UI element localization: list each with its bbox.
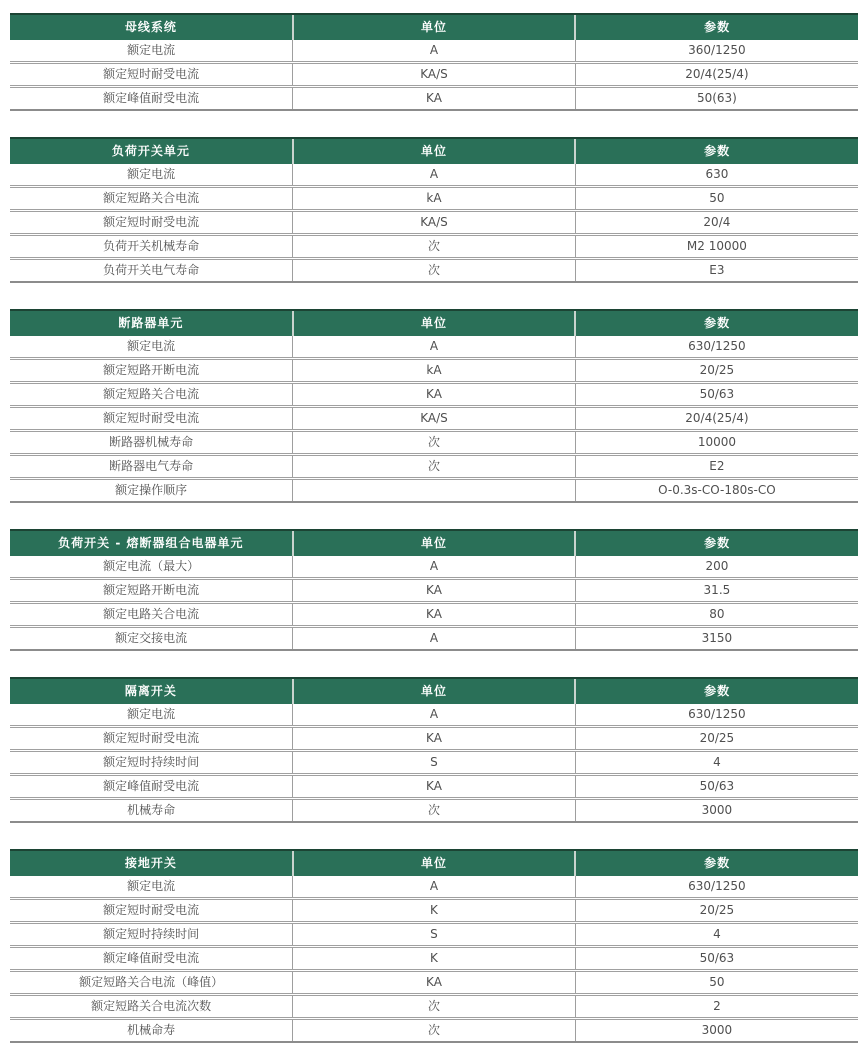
value-cell: 50 [575, 971, 858, 995]
spec-table [10, 13, 858, 111]
value-cell: 20/25 [575, 899, 858, 923]
table-row [10, 63, 858, 87]
table-row [10, 235, 858, 259]
value-cell: 50/63 [575, 947, 858, 971]
unit-cell: kA [293, 187, 576, 211]
unit-column-header: 单位 [293, 14, 576, 40]
table-row [10, 799, 858, 823]
param-name-cell: 额定电流 [10, 876, 293, 899]
unit-cell: KA [293, 383, 576, 407]
unit-cell: KA/S [293, 63, 576, 87]
unit-cell: A [293, 627, 576, 651]
unit-cell: 次 [293, 455, 576, 479]
unit-column-header: 单位 [293, 850, 576, 876]
unit-cell [293, 479, 576, 503]
param-name-cell: 机械寿命 [10, 799, 293, 823]
unit-cell: 次 [293, 235, 576, 259]
unit-cell: 次 [293, 995, 576, 1019]
table-row [10, 876, 858, 899]
value-cell: 50 [575, 187, 858, 211]
param-name-cell: 额定电流（最大） [10, 556, 293, 579]
table-title: 隔离开关 [10, 678, 293, 704]
param-name-cell: 额定电流 [10, 704, 293, 727]
param-column-header: 参数 [575, 310, 858, 336]
unit-cell: 次 [293, 431, 576, 455]
value-cell: 3000 [575, 1019, 858, 1043]
table-title: 负荷开关 - 熔断器组合电器单元 [10, 530, 293, 556]
table-row [10, 336, 858, 359]
table-row [10, 431, 858, 455]
unit-cell: K [293, 947, 576, 971]
table-title: 负荷开关单元 [10, 138, 293, 164]
table-row [10, 211, 858, 235]
value-cell: 630 [575, 164, 858, 187]
param-name-cell: 额定电流 [10, 164, 293, 187]
unit-cell: 次 [293, 1019, 576, 1043]
table-row [10, 40, 858, 63]
unit-column-header: 单位 [293, 530, 576, 556]
table-row [10, 455, 858, 479]
table-row [10, 87, 858, 111]
table-row [10, 259, 858, 283]
value-cell: 31.5 [575, 579, 858, 603]
param-name-cell: 额定短路关合电流 [10, 187, 293, 211]
table-row [10, 1019, 858, 1043]
spec-table [10, 529, 858, 651]
table-header-row [10, 14, 858, 40]
value-cell: 20/4 [575, 211, 858, 235]
param-name-cell: 额定短时持续时间 [10, 751, 293, 775]
value-cell: 20/4(25/4) [575, 63, 858, 87]
unit-cell: KA [293, 775, 576, 799]
param-name-cell: 额定短路关合电流次数 [10, 995, 293, 1019]
param-name-cell: 额定峰值耐受电流 [10, 947, 293, 971]
unit-cell: KA [293, 727, 576, 751]
value-cell: M2 10000 [575, 235, 858, 259]
unit-cell: K [293, 899, 576, 923]
unit-cell: 次 [293, 259, 576, 283]
table-row [10, 407, 858, 431]
value-cell: 3150 [575, 627, 858, 651]
value-cell: 50/63 [575, 383, 858, 407]
param-column-header: 参数 [575, 138, 858, 164]
table-row [10, 187, 858, 211]
unit-cell: A [293, 164, 576, 187]
unit-cell: KA [293, 971, 576, 995]
param-name-cell: 负荷开关机械寿命 [10, 235, 293, 259]
table-row [10, 995, 858, 1019]
unit-cell: 次 [293, 799, 576, 823]
param-name-cell: 断路器电气寿命 [10, 455, 293, 479]
param-name-cell: 额定电路关合电流 [10, 603, 293, 627]
param-name-cell: 额定短路关合电流 [10, 383, 293, 407]
param-name-cell: 额定电流 [10, 336, 293, 359]
param-column-header: 参数 [575, 530, 858, 556]
value-cell: 3000 [575, 799, 858, 823]
param-name-cell: 断路器机械寿命 [10, 431, 293, 455]
unit-column-header: 单位 [293, 310, 576, 336]
table-row [10, 923, 858, 947]
table-row [10, 579, 858, 603]
table-row [10, 775, 858, 799]
value-cell: 630/1250 [575, 336, 858, 359]
table-row [10, 704, 858, 727]
table-row [10, 383, 858, 407]
unit-cell: KA [293, 87, 576, 111]
unit-cell: S [293, 751, 576, 775]
table-row [10, 164, 858, 187]
param-name-cell: 额定短路关合电流（峰值） [10, 971, 293, 995]
table-title: 母线系统 [10, 14, 293, 40]
param-column-header: 参数 [575, 850, 858, 876]
table-title: 接地开关 [10, 850, 293, 876]
value-cell: 200 [575, 556, 858, 579]
param-name-cell: 负荷开关电气寿命 [10, 259, 293, 283]
value-cell: 360/1250 [575, 40, 858, 63]
param-name-cell: 额定电流 [10, 40, 293, 63]
value-cell: E2 [575, 455, 858, 479]
value-cell: 630/1250 [575, 704, 858, 727]
unit-cell: kA [293, 359, 576, 383]
table-row [10, 751, 858, 775]
table-row [10, 479, 858, 503]
value-cell: 2 [575, 995, 858, 1019]
value-cell: 630/1250 [575, 876, 858, 899]
table-row [10, 899, 858, 923]
value-cell: 10000 [575, 431, 858, 455]
param-name-cell: 额定短时耐受电流 [10, 727, 293, 751]
param-name-cell: 额定交接电流 [10, 627, 293, 651]
table-row [10, 727, 858, 751]
unit-cell: S [293, 923, 576, 947]
value-cell: 50/63 [575, 775, 858, 799]
spec-table [10, 677, 858, 823]
table-row [10, 603, 858, 627]
table-header-row [10, 138, 858, 164]
value-cell: 4 [575, 923, 858, 947]
param-name-cell: 额定操作顺序 [10, 479, 293, 503]
table-row [10, 556, 858, 579]
unit-cell: A [293, 556, 576, 579]
unit-cell: A [293, 40, 576, 63]
table-title: 断路器单元 [10, 310, 293, 336]
unit-cell: A [293, 876, 576, 899]
unit-column-header: 单位 [293, 678, 576, 704]
param-name-cell: 机械命寿 [10, 1019, 293, 1043]
param-name-cell: 额定短时持续时间 [10, 923, 293, 947]
param-name-cell: 额定峰值耐受电流 [10, 775, 293, 799]
table-row [10, 971, 858, 995]
unit-cell: A [293, 704, 576, 727]
table-header-row [10, 530, 858, 556]
param-name-cell: 额定短时耐受电流 [10, 211, 293, 235]
value-cell: 4 [575, 751, 858, 775]
value-cell: 20/25 [575, 359, 858, 383]
unit-cell: KA/S [293, 407, 576, 431]
table-row [10, 627, 858, 651]
param-name-cell: 额定短路开断电流 [10, 579, 293, 603]
value-cell: E3 [575, 259, 858, 283]
param-name-cell: 额定短时耐受电流 [10, 63, 293, 87]
spec-table [10, 309, 858, 503]
table-row [10, 947, 858, 971]
table-header-row [10, 678, 858, 704]
value-cell: 20/25 [575, 727, 858, 751]
param-name-cell: 额定短时耐受电流 [10, 899, 293, 923]
param-name-cell: 额定短路开断电流 [10, 359, 293, 383]
table-header-row [10, 310, 858, 336]
unit-cell: A [293, 336, 576, 359]
spec-table [10, 849, 858, 1043]
param-column-header: 参数 [575, 678, 858, 704]
table-header-row [10, 850, 858, 876]
value-cell: 80 [575, 603, 858, 627]
value-cell: 50(63) [575, 87, 858, 111]
spec-table [10, 137, 858, 283]
param-name-cell: 额定峰值耐受电流 [10, 87, 293, 111]
value-cell: O-0.3s-CO-180s-CO [575, 479, 858, 503]
unit-cell: KA [293, 579, 576, 603]
value-cell: 20/4(25/4) [575, 407, 858, 431]
param-name-cell: 额定短时耐受电流 [10, 407, 293, 431]
table-row [10, 359, 858, 383]
param-column-header: 参数 [575, 14, 858, 40]
unit-column-header: 单位 [293, 138, 576, 164]
unit-cell: KA/S [293, 211, 576, 235]
unit-cell: KA [293, 603, 576, 627]
